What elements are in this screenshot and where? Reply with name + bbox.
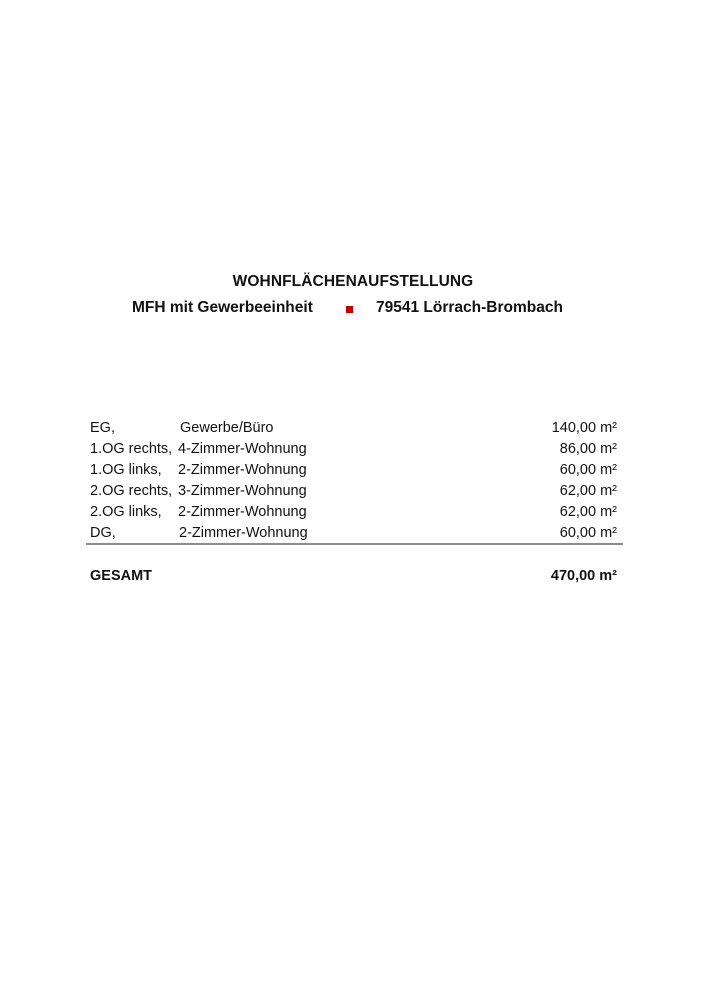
document-title: WOHNFLÄCHENAUFSTELLUNG bbox=[232, 273, 474, 290]
row-floor: 2.OG links, bbox=[90, 504, 162, 520]
subtitle-location: 79541 Lörrach-Brombach bbox=[376, 299, 563, 316]
table-row bbox=[90, 460, 617, 481]
subtitle-building-type: MFH mit Gewerbeeinheit bbox=[132, 299, 313, 316]
row-use: Gewerbe/Büro bbox=[180, 420, 274, 436]
row-floor: 2.OG rechts, bbox=[90, 483, 173, 499]
row-use: 2-Zimmer-Wohnung bbox=[179, 525, 308, 541]
row-use: 2-Zimmer-Wohnung bbox=[178, 462, 307, 478]
row-floor: 1.OG links, bbox=[90, 462, 162, 478]
row-floor: 1.OG rechts, bbox=[90, 441, 173, 457]
row-area: 86,00 m² bbox=[559, 441, 617, 457]
table-row bbox=[90, 481, 617, 502]
area-table bbox=[90, 418, 617, 544]
total-label: GESAMT bbox=[90, 568, 153, 584]
total-divider bbox=[86, 543, 623, 545]
row-floor: DG, bbox=[90, 525, 116, 541]
table-row bbox=[90, 418, 617, 439]
row-area: 60,00 m² bbox=[559, 525, 617, 541]
row-use: 2-Zimmer-Wohnung bbox=[178, 504, 307, 520]
table-row bbox=[90, 502, 617, 523]
table-row bbox=[90, 523, 617, 544]
table-row bbox=[90, 439, 617, 460]
total-row bbox=[90, 566, 617, 587]
row-use: 3-Zimmer-Wohnung bbox=[178, 483, 307, 499]
row-area: 62,00 m² bbox=[559, 483, 617, 499]
row-area: 140,00 m² bbox=[551, 420, 617, 436]
row-area: 60,00 m² bbox=[559, 462, 617, 478]
red-square-bullet-icon bbox=[346, 306, 353, 313]
row-use: 4-Zimmer-Wohnung bbox=[178, 441, 307, 457]
row-floor: EG, bbox=[90, 420, 115, 436]
row-area: 62,00 m² bbox=[559, 504, 617, 520]
total-value: 470,00 m² bbox=[550, 568, 617, 584]
